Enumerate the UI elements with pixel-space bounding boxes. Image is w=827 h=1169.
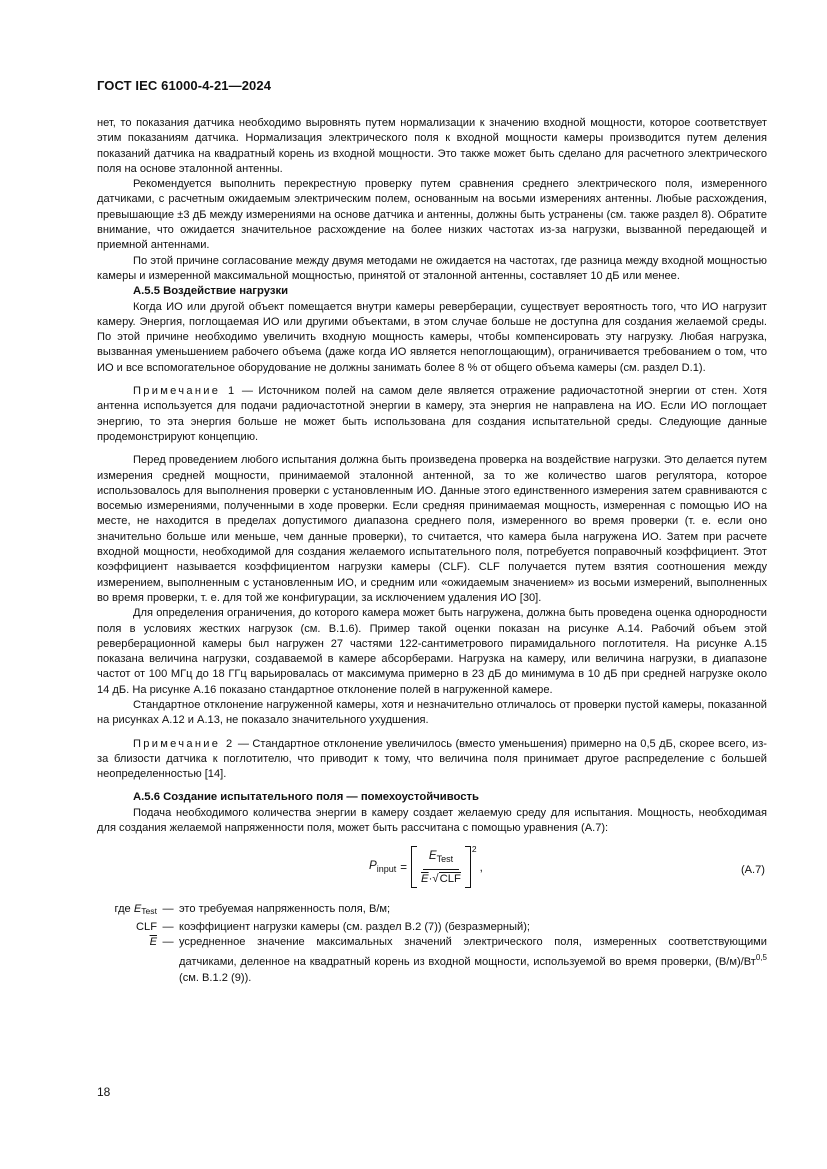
note-text: — Стандартное отклонение увеличилось (вместо уменьшения) примерно на 0,5 дБ, скорее всего, из-за близости датчика к поглотителю, что приводит к тому, что величина поля принимает другое распределение с большей неопределенностью [14]. (97, 737, 767, 781)
paragraph: Рекомендуется выполнить перекрестную проверку путем сравнения среднего электрического поля, измеренного датчиками, с расчетным ожидаемым электрическим полем, основанным на восьми измерениях антенны. Любые расхождения, превышающие ±3 дБ между измерениями на основе датчика и антенны, должны быть устранены (см. также раздел 8). Обратите внимание, что ожидается значительное расхождение на более низких частотах из-за нагрузки, вызванной передающей и приемной антеннами. (97, 178, 767, 252)
paragraph: Подача необходимого количества энергии в камеру создает желаемую среду для испытания. Мощность, необходимая для создания желаемой напряженности поля, может быть рассчитана с помощью уравнения (А.7): (97, 806, 767, 835)
note-1 (97, 384, 767, 445)
equation-a7 (97, 844, 767, 902)
note-label: Примечание 2 (133, 737, 235, 750)
formula: $P_{input}$ = $\frac{E_{Test}}{\overline{E}\cdot√CLF}$ 2 , (369, 846, 483, 888)
formula-numerator: $E_{Test}$ (423, 848, 459, 870)
formula-fraction (417, 848, 465, 888)
definitions-list (97, 902, 767, 985)
formula-denominator: $\overline{E}\cdot√CLF$ (421, 872, 461, 885)
equation-number: (А.7) (740, 864, 765, 877)
paragraph: Стандартное отклонение нагруженной камеры, хотя и незначительно отличалось от проверки пустой камеры, показанной на рисунках А.12 и А.13, не показало значительного ухудшения. (97, 698, 767, 727)
note-2 (97, 737, 767, 783)
formula-lhs: $P_{input}$ (369, 858, 397, 874)
document-header: ГОСТ IEC 61000-4-21—2024 (97, 78, 272, 93)
paragraph: Для определения ограничения, до которого камера может быть нагружена, должна быть проведена оценка однородности поля в условиях жестких нагрузок (см. В.1.6). Пример такой оценки показан на рисунке А.14. Рабочий объем этой реверберационной камеры был нагружен 27 частями 122-сантиметрового пирамидального поглотителя. На рисунке А.15 показана величина нагрузки, создаваемой в камере абсорберами. Нагрузка на камеру, или величина нагрузки, в диапазоне частот от 100 МГц до 18 ГГц варьировалась от максимума примерно в 23 дБ до минимума в 10 дБ при средней нагрузке около 14 дБ. На рисунке А.16 показано стандартное отклонение полей в нагруженной камере. (97, 607, 767, 696)
definition-ebar: $\overline{E}$ — усредненное значение максимальных значений электрического поля, измеренных соответствующими датчиками, деленное на квадратный корень из входной мощности, используемой во время проверки, (В/м)/Вт$^{0,5}$ (см. В.1.2 (9)). (149, 935, 767, 984)
paragraph: По этой причине согласование между двумя методами не ожидается на частотах, где разница между входной мощностью камеры и измеренной максимальной мощностью, принятой от эталонной антенны, составляет 10 дБ или менее. (97, 254, 767, 282)
section-heading-a55: А.5.5 Воздействие нагрузки (133, 285, 289, 298)
paragraph: нет, то показания датчика необходимо выровнять путем нормализации к значению входной мощности, которое соответствует этим показаниям датчика. Нормализация электрического поля к входной мощности камеры производится путем деления показаний датчика на квадратный корень из входной мощности. Это также может быть сделано для расчетного электрического поля на основе эталонной антенны. (97, 117, 767, 175)
note-label: Примечание 1 (133, 385, 237, 398)
note-text: — Источником полей на самом деле является отражение радиочастотной энергии от стен. Хотя антенна используется для подачи радиочастотной энергии в камеру, эта энергия не направлена на ИО. Если ИО поглощает энергию, то эта энергия больше не может быть использована для создания испытательной среды. Следующие данные продемонстрируют концепцию. (97, 385, 767, 443)
section-heading-a56: А.5.6 Создание испытательного поля — помехоустойчивость (133, 791, 480, 804)
paragraph: Перед проведением любого испытания должна быть произведена проверка на воздействие нагрузки. Это делается путем измерения средней мощности, принимаемой эталонной антенной, за то же количество шагов регулятора, которое использовалось для выполнения проверки с установленным ИО. Данные этого единственного измерения затем сравниваются с восемью измерениями, полученными в ходе проверки. Если средняя принимаемая мощность, измеренная с помощью ИО на месте, не находится в пределах допустимого диапазона среднего поля, измеренного во время проверки (т. е. если оно значительно больше или меньше, чем данные проверки), то считается, что камера была нагружена ИО. Затем при расчете входной мощности, необходимой для создания желаемого испытательного поля, потребуется поправочный коэффициент. Этот коэффициент называется коэффициентом нагрузки камеры (CLF). CLF получается путем взятия соотношения между измерением, выполненным с установленным ИО, и средним или «ожидаемым значением» из восьми измерений, выполненных во время проверки, т. е. для той же конфигурации, за исключением удаления ИО [30]. (97, 454, 767, 604)
page-number: 18 (97, 1085, 111, 1099)
definition-etest: где ETest — это требуемая напряженность поля, В/м; (114, 903, 391, 917)
definition-clf: CLF — коэффициент нагрузки камеры (см. раздел В.2 (7)) (безразмерный); (136, 920, 530, 933)
formula-equals: = (400, 860, 408, 874)
formula-power: 2 (471, 843, 477, 854)
paragraph: Когда ИО или другой объект помещается внутри камеры реверберации, существует вероятность того, что ИО нагрузит камеру. Энергия, поглощаемая ИО или другими объектами, в этом случае больше не доступна для создания желаемой среды. По этой причине необходимо увеличить входную мощность камеры, чтобы компенсировать эту нагрузку. Любая нагрузка, вызванная уменьшением рабочего объема (даже когда ИО является непоглощающим), ограничивается требованием о том, что ИО и все вспомогательное оборудование не должны занимать более 8 % от общего объема камеры (см. раздел D.1). (97, 300, 767, 374)
formula-bracket (411, 846, 471, 888)
page-body (97, 116, 767, 986)
sqrt-icon: √ (432, 872, 439, 885)
